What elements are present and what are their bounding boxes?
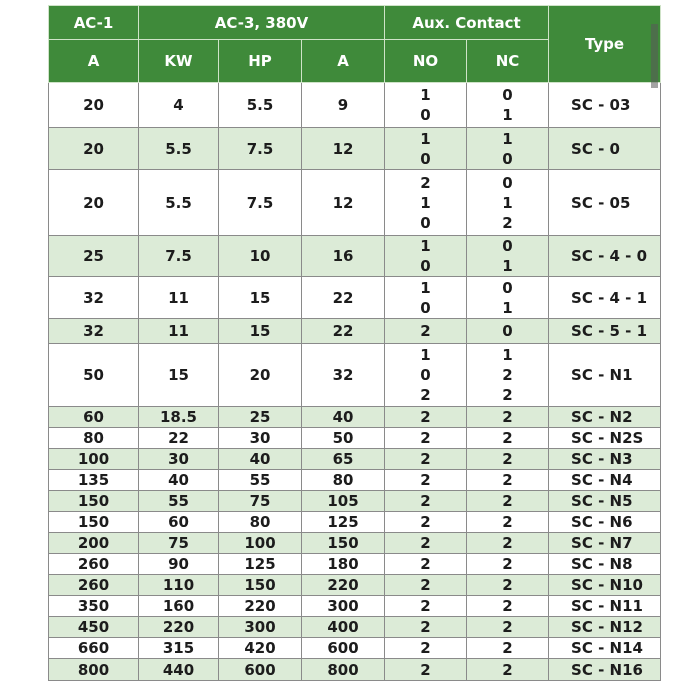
ac1-amps-cell: 20 [49,83,139,128]
aux-value: 1 [420,346,431,364]
ac1-amps-cell: 32 [49,319,139,344]
aux-value: 2 [502,597,513,615]
type-cell: SC - 4 - 1 [549,277,661,319]
aux-no-cell [385,344,467,407]
table-row [49,236,661,277]
table-row [49,277,661,319]
aux-nc-cell [467,277,549,319]
aux-no-cell [385,236,467,277]
ac1-amps-cell: 450 [49,617,139,638]
table-row [49,170,661,236]
aux-value: 0 [420,106,431,124]
type-cell: SC - N6 [549,512,661,533]
hp-cell: 300 [219,617,302,638]
aux-value: 2 [420,597,431,615]
aux-value: 2 [420,534,431,552]
aux-nc-cell [467,617,549,638]
ac1-amps-cell: 32 [49,277,139,319]
ac1-amps-cell: 260 [49,575,139,596]
aux-value: 2 [502,213,513,232]
ac3-amps-cell: 150 [302,533,385,554]
aux-value: 0 [502,278,513,297]
aux-value: 0 [420,366,431,384]
table-row [49,83,661,128]
aux-value: 1 [502,346,513,364]
aux-value: 1 [502,106,513,124]
aux-value: 2 [502,660,513,679]
aux-value: 0 [420,257,431,275]
aux-no-cell [385,554,467,575]
hp-cell: 600 [219,659,302,681]
ac1-amps-cell: 20 [49,128,139,170]
table-body [49,83,661,681]
type-cell: SC - N2S [549,428,661,449]
aux-value: 2 [502,492,513,510]
kw-cell: 5.5 [139,170,219,236]
hp-cell: 7.5 [219,128,302,170]
type-cell: SC - N12 [549,617,661,638]
ac3-amps-cell: 16 [302,236,385,277]
ac3-amps-cell: 50 [302,428,385,449]
table-row [49,128,661,170]
header-unit-nc: NC [467,40,549,83]
aux-no-cell [385,128,467,170]
type-cell: SC - 03 [549,83,661,128]
type-cell: SC - 05 [549,170,661,236]
ac3-amps-cell: 180 [302,554,385,575]
hp-cell: 100 [219,533,302,554]
header-unit-no: NO [385,40,467,83]
table-row [49,575,661,596]
aux-value: 0 [502,237,513,255]
aux-value: 2 [502,408,513,426]
header-unit-a: A [49,40,139,83]
aux-no-cell [385,470,467,491]
aux-value: 0 [502,173,513,192]
hp-cell: 15 [219,277,302,319]
kw-cell: 7.5 [139,236,219,277]
kw-cell: 11 [139,277,219,319]
table-row [49,407,661,428]
aux-value: 1 [420,129,431,148]
aux-nc-cell [467,128,549,170]
ac1-amps-cell: 660 [49,638,139,659]
type-cell: SC - N8 [549,554,661,575]
ac3-amps-cell: 12 [302,128,385,170]
aux-nc-cell [467,470,549,491]
ac3-amps-cell: 800 [302,659,385,681]
table-row [49,319,661,344]
table-row [49,344,661,407]
ac1-amps-cell: 100 [49,449,139,470]
aux-no-cell [385,277,467,319]
kw-cell: 90 [139,554,219,575]
aux-value: 0 [502,322,513,340]
kw-cell: 315 [139,638,219,659]
aux-value: 2 [502,639,513,657]
kw-cell: 60 [139,512,219,533]
ac3-amps-cell: 12 [302,170,385,236]
header-unit-hp: HP [219,40,302,83]
hp-cell: 25 [219,407,302,428]
aux-value: 2 [420,450,431,468]
hp-cell: 150 [219,575,302,596]
aux-value: 2 [502,513,513,531]
aux-value: 2 [420,322,431,340]
hp-cell: 20 [219,344,302,407]
table-row [49,470,661,491]
aux-value: 1 [420,86,431,104]
aux-no-cell [385,83,467,128]
table-row [49,449,661,470]
aux-value: 2 [420,660,431,679]
ac3-amps-cell: 40 [302,407,385,428]
ac3-amps-cell: 300 [302,596,385,617]
header-type: Type [549,6,661,83]
aux-no-cell [385,575,467,596]
ac3-amps-cell: 22 [302,319,385,344]
type-cell: SC - 5 - 1 [549,319,661,344]
hp-cell: 30 [219,428,302,449]
aux-value: 2 [502,471,513,489]
table-row [49,533,661,554]
aux-nc-cell [467,170,549,236]
type-cell: SC - N7 [549,533,661,554]
aux-nc-cell [467,236,549,277]
ac1-amps-cell: 800 [49,659,139,681]
ac3-amps-cell: 400 [302,617,385,638]
aux-value: 2 [420,639,431,657]
aux-nc-cell [467,575,549,596]
type-cell: SC - N4 [549,470,661,491]
aux-nc-cell [467,512,549,533]
aux-value: 2 [502,576,513,594]
aux-value: 2 [420,408,431,426]
aux-no-cell [385,659,467,681]
aux-value: 2 [420,471,431,489]
aux-nc-cell [467,407,549,428]
aux-no-cell [385,449,467,470]
kw-cell: 75 [139,533,219,554]
aux-value: 0 [420,213,431,232]
header-ac3: AC-3, 380V [139,6,385,40]
type-cell: SC - N14 [549,638,661,659]
kw-cell: 15 [139,344,219,407]
aux-no-cell [385,407,467,428]
contactor-spec-table [48,5,661,681]
hp-cell: 10 [219,236,302,277]
ac3-amps-cell: 600 [302,638,385,659]
aux-value: 2 [420,173,431,192]
aux-nc-cell [467,533,549,554]
aux-value: 2 [502,366,513,384]
aux-nc-cell [467,659,549,681]
ac1-amps-cell: 50 [49,344,139,407]
aux-no-cell [385,319,467,344]
ac1-amps-cell: 20 [49,170,139,236]
ac3-amps-cell: 220 [302,575,385,596]
aux-value: 2 [420,513,431,531]
aux-value: 2 [502,386,513,404]
ac1-amps-cell: 260 [49,554,139,575]
aux-value: 1 [420,193,431,212]
aux-no-cell [385,428,467,449]
header-unit-a2: A [302,40,385,83]
aux-nc-cell [467,428,549,449]
kw-cell: 30 [139,449,219,470]
ac3-amps-cell: 80 [302,470,385,491]
aux-value: 2 [420,492,431,510]
aux-no-cell [385,533,467,554]
aux-nc-cell [467,554,549,575]
aux-nc-cell [467,83,549,128]
table-row [49,512,661,533]
ac1-amps-cell: 135 [49,470,139,491]
type-cell: SC - 0 [549,128,661,170]
aux-value: 1 [420,278,431,297]
table-row [49,428,661,449]
aux-nc-cell [467,319,549,344]
aux-value: 0 [420,298,431,317]
aux-no-cell [385,617,467,638]
aux-no-cell [385,596,467,617]
ac1-amps-cell: 350 [49,596,139,617]
kw-cell: 4 [139,83,219,128]
type-cell: SC - N10 [549,575,661,596]
hp-cell: 5.5 [219,83,302,128]
hp-cell: 55 [219,470,302,491]
kw-cell: 440 [139,659,219,681]
table-row [49,554,661,575]
aux-value: 0 [502,86,513,104]
hp-cell: 7.5 [219,170,302,236]
aux-value: 1 [420,237,431,255]
kw-cell: 220 [139,617,219,638]
table-row [49,638,661,659]
kw-cell: 22 [139,428,219,449]
ac3-amps-cell: 125 [302,512,385,533]
ac3-amps-cell: 32 [302,344,385,407]
aux-nc-cell [467,449,549,470]
hp-cell: 125 [219,554,302,575]
aux-nc-cell [467,344,549,407]
table-row [49,491,661,512]
ac1-amps-cell: 200 [49,533,139,554]
aux-value: 2 [420,555,431,573]
aux-no-cell [385,512,467,533]
hp-cell: 420 [219,638,302,659]
aux-value: 2 [502,534,513,552]
header-ac1: AC-1 [49,6,139,40]
aux-value: 2 [502,555,513,573]
ac1-amps-cell: 150 [49,491,139,512]
type-cell: SC - 4 - 0 [549,236,661,277]
kw-cell: 160 [139,596,219,617]
scroll-shadow [651,24,658,88]
aux-nc-cell [467,638,549,659]
header-unit-kw: KW [139,40,219,83]
kw-cell: 40 [139,470,219,491]
hp-cell: 80 [219,512,302,533]
aux-value: 1 [502,298,513,317]
kw-cell: 5.5 [139,128,219,170]
aux-value: 2 [420,386,431,404]
aux-value: 2 [502,450,513,468]
aux-value: 2 [420,429,431,447]
aux-value: 0 [502,149,513,168]
kw-cell: 55 [139,491,219,512]
kw-cell: 11 [139,319,219,344]
type-cell: SC - N2 [549,407,661,428]
table-row [49,596,661,617]
type-cell: SC - N3 [549,449,661,470]
ac3-amps-cell: 9 [302,83,385,128]
aux-value: 2 [420,576,431,594]
kw-cell: 18.5 [139,407,219,428]
kw-cell: 110 [139,575,219,596]
aux-nc-cell [467,596,549,617]
header-row-group [49,6,661,40]
aux-value: 2 [502,618,513,636]
ac1-amps-cell: 25 [49,236,139,277]
ac3-amps-cell: 105 [302,491,385,512]
contactor-spec-table-wrapper [48,5,660,681]
aux-value: 1 [502,193,513,212]
type-cell: SC - N16 [549,659,661,681]
type-cell: SC - N1 [549,344,661,407]
aux-value: 2 [502,429,513,447]
hp-cell: 15 [219,319,302,344]
type-cell: SC - N11 [549,596,661,617]
aux-value: 2 [420,618,431,636]
header-aux-contact: Aux. Contact [385,6,549,40]
table-row [49,617,661,638]
hp-cell: 75 [219,491,302,512]
type-cell: SC - N5 [549,491,661,512]
hp-cell: 40 [219,449,302,470]
aux-value: 1 [502,129,513,148]
ac3-amps-cell: 65 [302,449,385,470]
aux-value: 0 [420,149,431,168]
aux-value: 1 [502,257,513,275]
ac1-amps-cell: 150 [49,512,139,533]
ac3-amps-cell: 22 [302,277,385,319]
table-row [49,659,661,681]
aux-no-cell [385,638,467,659]
aux-no-cell [385,170,467,236]
aux-no-cell [385,491,467,512]
hp-cell: 220 [219,596,302,617]
ac1-amps-cell: 60 [49,407,139,428]
ac1-amps-cell: 80 [49,428,139,449]
aux-nc-cell [467,491,549,512]
